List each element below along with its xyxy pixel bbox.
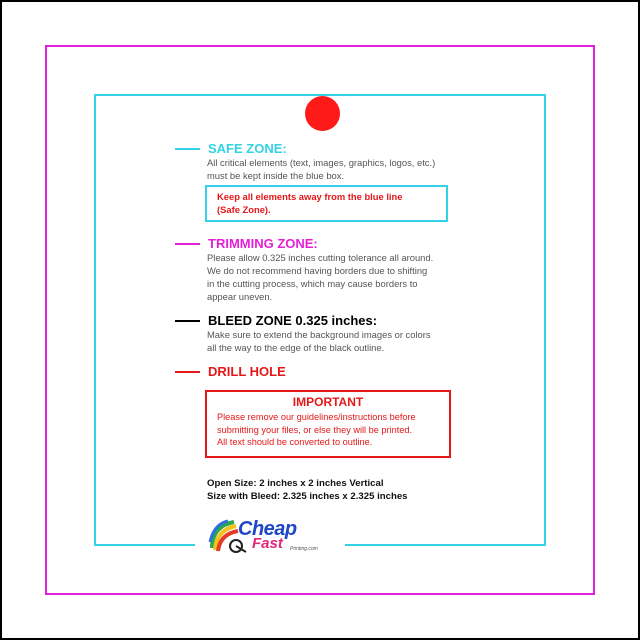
trimming-zone-line: appear uneven.: [207, 291, 273, 302]
drill-hole-dash: [175, 371, 200, 373]
safe-zone-description: [207, 156, 435, 182]
trimming-zone-line: We do not recommend having borders due to shifting: [207, 265, 428, 276]
safe-zone-note: Keep all elements away from the blue line (Safe Zone).: [217, 191, 403, 215]
safe-zone-dash: [175, 148, 200, 150]
trimming-zone-line: in the cutting process, which may cause borders to: [207, 278, 418, 289]
trimming-zone-heading-row: [175, 236, 318, 251]
bleed-zone-title: BLEED ZONE 0.325 inches:: [208, 313, 378, 328]
logo-word-cheap: Cheap: [238, 518, 297, 540]
bleed-zone-heading-row: [175, 313, 377, 328]
drill-hole-heading-row: [175, 364, 286, 379]
logo-word-fast: Fast: [252, 535, 283, 552]
open-size-text: Open Size: 2 inches x 2 inches Vertical: [207, 478, 384, 489]
safe-zone-note-box: [205, 185, 448, 222]
trimming-zone-line: Please allow 0.325 inches cutting tolerance all around.: [207, 252, 434, 263]
logo-word-printing: Printing.com: [290, 546, 318, 552]
drill-hole-title: DRILL HOLE: [208, 364, 286, 379]
bleed-zone-dash: [175, 320, 200, 322]
important-notice-box: [205, 390, 451, 458]
bleed-size-text: Size with Bleed: 2.325 inches x 2.325 inches: [207, 491, 408, 502]
safe-zone-title: SAFE ZONE:: [208, 141, 287, 156]
safe-zone-heading-row: [175, 141, 287, 156]
important-title: IMPORTANT: [292, 395, 364, 409]
safe-zone-line: must be kept inside the blue box.: [207, 170, 345, 181]
trimming-zone-description: [207, 251, 433, 303]
important-body: Please remove our guidelines/instructions before submitting your files, or else they will be printed. All text should be converted to outline.: [217, 412, 416, 447]
cheapfast-logo: [208, 518, 348, 556]
bleed-zone-line: all the way to the edge of the black outline.: [207, 342, 385, 353]
trimming-zone-dash: [175, 243, 200, 245]
safe-zone-line: All critical elements (text, images, graphics, logos, etc.): [207, 157, 436, 168]
bleed-zone-description: [207, 328, 431, 354]
bleed-zone-line: Make sure to extend the background images or colors: [207, 329, 431, 340]
drill-hole-marker: [305, 96, 340, 131]
trimming-zone-title: TRIMMING ZONE:: [208, 236, 318, 251]
